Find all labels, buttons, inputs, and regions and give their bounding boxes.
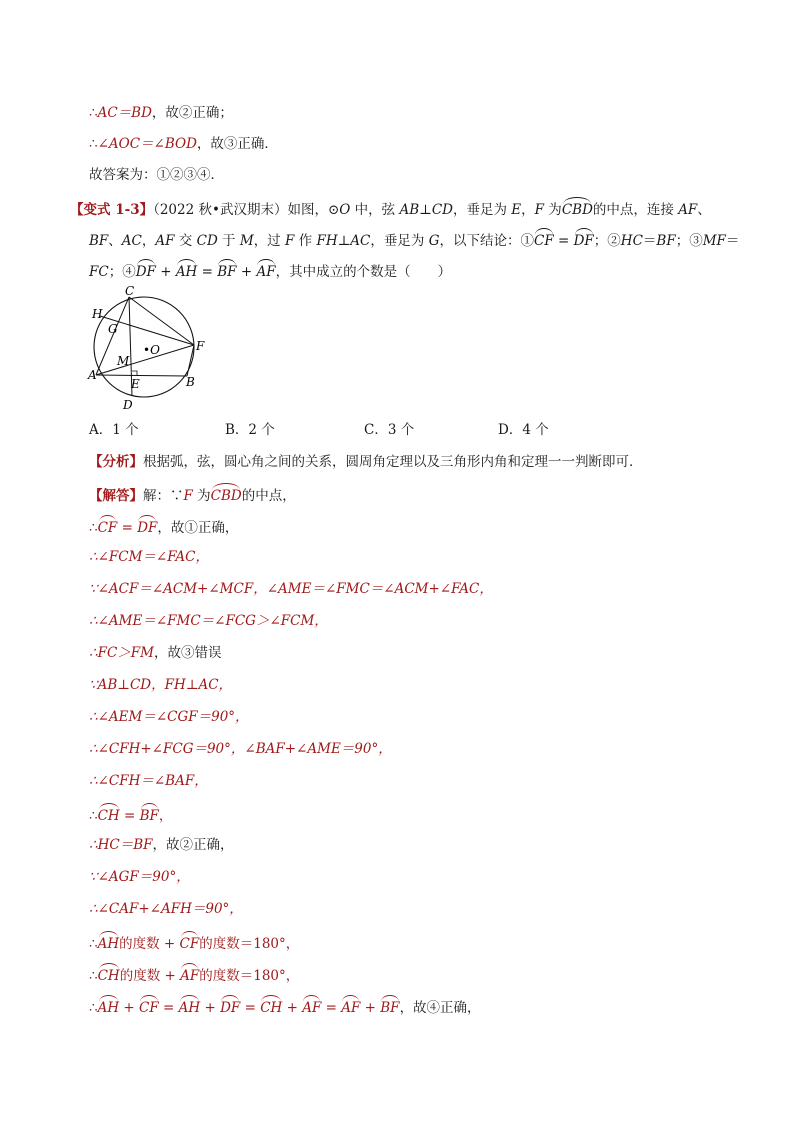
arc-cbd: CBD	[562, 197, 593, 220]
segment-bf	[187, 345, 194, 376]
label-f: F	[196, 339, 205, 353]
problem-line-1: 【变式 1-3】（2022 秋•武汉期末）如图，⊙O 中，弦 AB⊥CD，垂足为 E，F 为CBD的中点，连接 AF、	[70, 197, 711, 220]
solution-step-13: ∴∠CAF+∠AFH＝90°，	[89, 901, 243, 917]
arc-df: DF	[574, 228, 594, 251]
solution-step-16: ∴AH + CF = AH + DF = CH + AF = AF + BF，故④正确，	[89, 995, 481, 1018]
chord-ab	[96, 375, 187, 376]
line-aoc-bod: ∴∠AOC＝∠BOD，故③正确．	[89, 136, 278, 152]
label-c: C	[125, 284, 135, 298]
line-ac-bd: ∴AC＝BD，故②正确；	[89, 105, 233, 121]
solution-step-6: ∵AB⊥CD，FH⊥AC，	[89, 677, 233, 693]
label-d: D	[123, 398, 133, 412]
arc-df: DF	[136, 259, 156, 282]
label-g: G	[108, 322, 118, 336]
line-answer: 故答案为：①②③④．	[89, 167, 224, 183]
solution-step-10: ∴CH = BF，	[89, 803, 172, 826]
solution-step-4: ∴∠AME＝∠FMC＝∠FCG＞∠FCM，	[89, 613, 328, 629]
problem-line-3: FC；④DF + AH = BF + AF，其中成立的个数是（ ）	[89, 259, 451, 282]
solution-step-11: ∴HC＝BF，故②正确，	[89, 837, 234, 853]
label-o: •O	[143, 343, 160, 357]
choice-d: D．4 个	[498, 422, 549, 438]
solution-step-7: ∴∠AEM＝∠CGF＝90°，	[89, 709, 249, 725]
solution-step-15: ∴CH的度数 + AF的度数＝180°，	[89, 963, 299, 986]
label-a: A	[88, 368, 97, 382]
choice-a: A．1 个	[89, 422, 139, 438]
arc-cf: CF	[534, 228, 554, 251]
solution-step-9: ∴∠CFH＝∠BAF，	[89, 773, 208, 789]
solution-step-12: ∵∠AGF＝90°，	[89, 869, 190, 885]
label-e: E	[131, 377, 140, 391]
arc-bf: BF	[217, 259, 236, 282]
solution-step-8: ∴∠CFH+∠FCG＝90°，∠BAF+∠AME＝90°，	[89, 741, 392, 757]
solution-intro: 【解答】解：∵F 为CBD的中点，	[89, 483, 296, 506]
label-h: H	[92, 307, 103, 321]
solution-step-1: ∴CF = DF，故①正确，	[89, 515, 238, 538]
arc-ah: AH	[176, 259, 198, 282]
segment-cf	[129, 297, 194, 345]
arc-af: AF	[256, 259, 275, 282]
label-b: B	[186, 375, 195, 389]
circle-diagram	[86, 283, 216, 413]
solution-step-2: ∴∠FCM＝∠FAC，	[89, 549, 210, 565]
label-m: M	[117, 354, 130, 368]
choice-b: B．2 个	[225, 422, 275, 438]
solution-step-5: ∴FC＞FM，故③错误	[89, 645, 222, 661]
analysis: 【分析】根据弧，弦，圆心角之间的关系，圆周角定理以及三角形内角和定理一一判断即可．	[89, 454, 643, 470]
problem-line-2: BF、AC，AF 交 CD 于 M，过 F 作 FH⊥AC，垂足为 G，以下结论：①CF = DF；②HC＝BF；③MF＝	[89, 228, 739, 251]
solution-step-3: ∵∠ACF＝∠ACM+∠MCF，∠AME＝∠FMC＝∠ACM+∠FAC，	[89, 581, 493, 597]
arc-cbd: CBD	[211, 483, 242, 506]
choice-c: C．3 个	[364, 422, 415, 438]
solution-step-14: ∴AH的度数 + CF的度数＝180°，	[89, 931, 299, 954]
